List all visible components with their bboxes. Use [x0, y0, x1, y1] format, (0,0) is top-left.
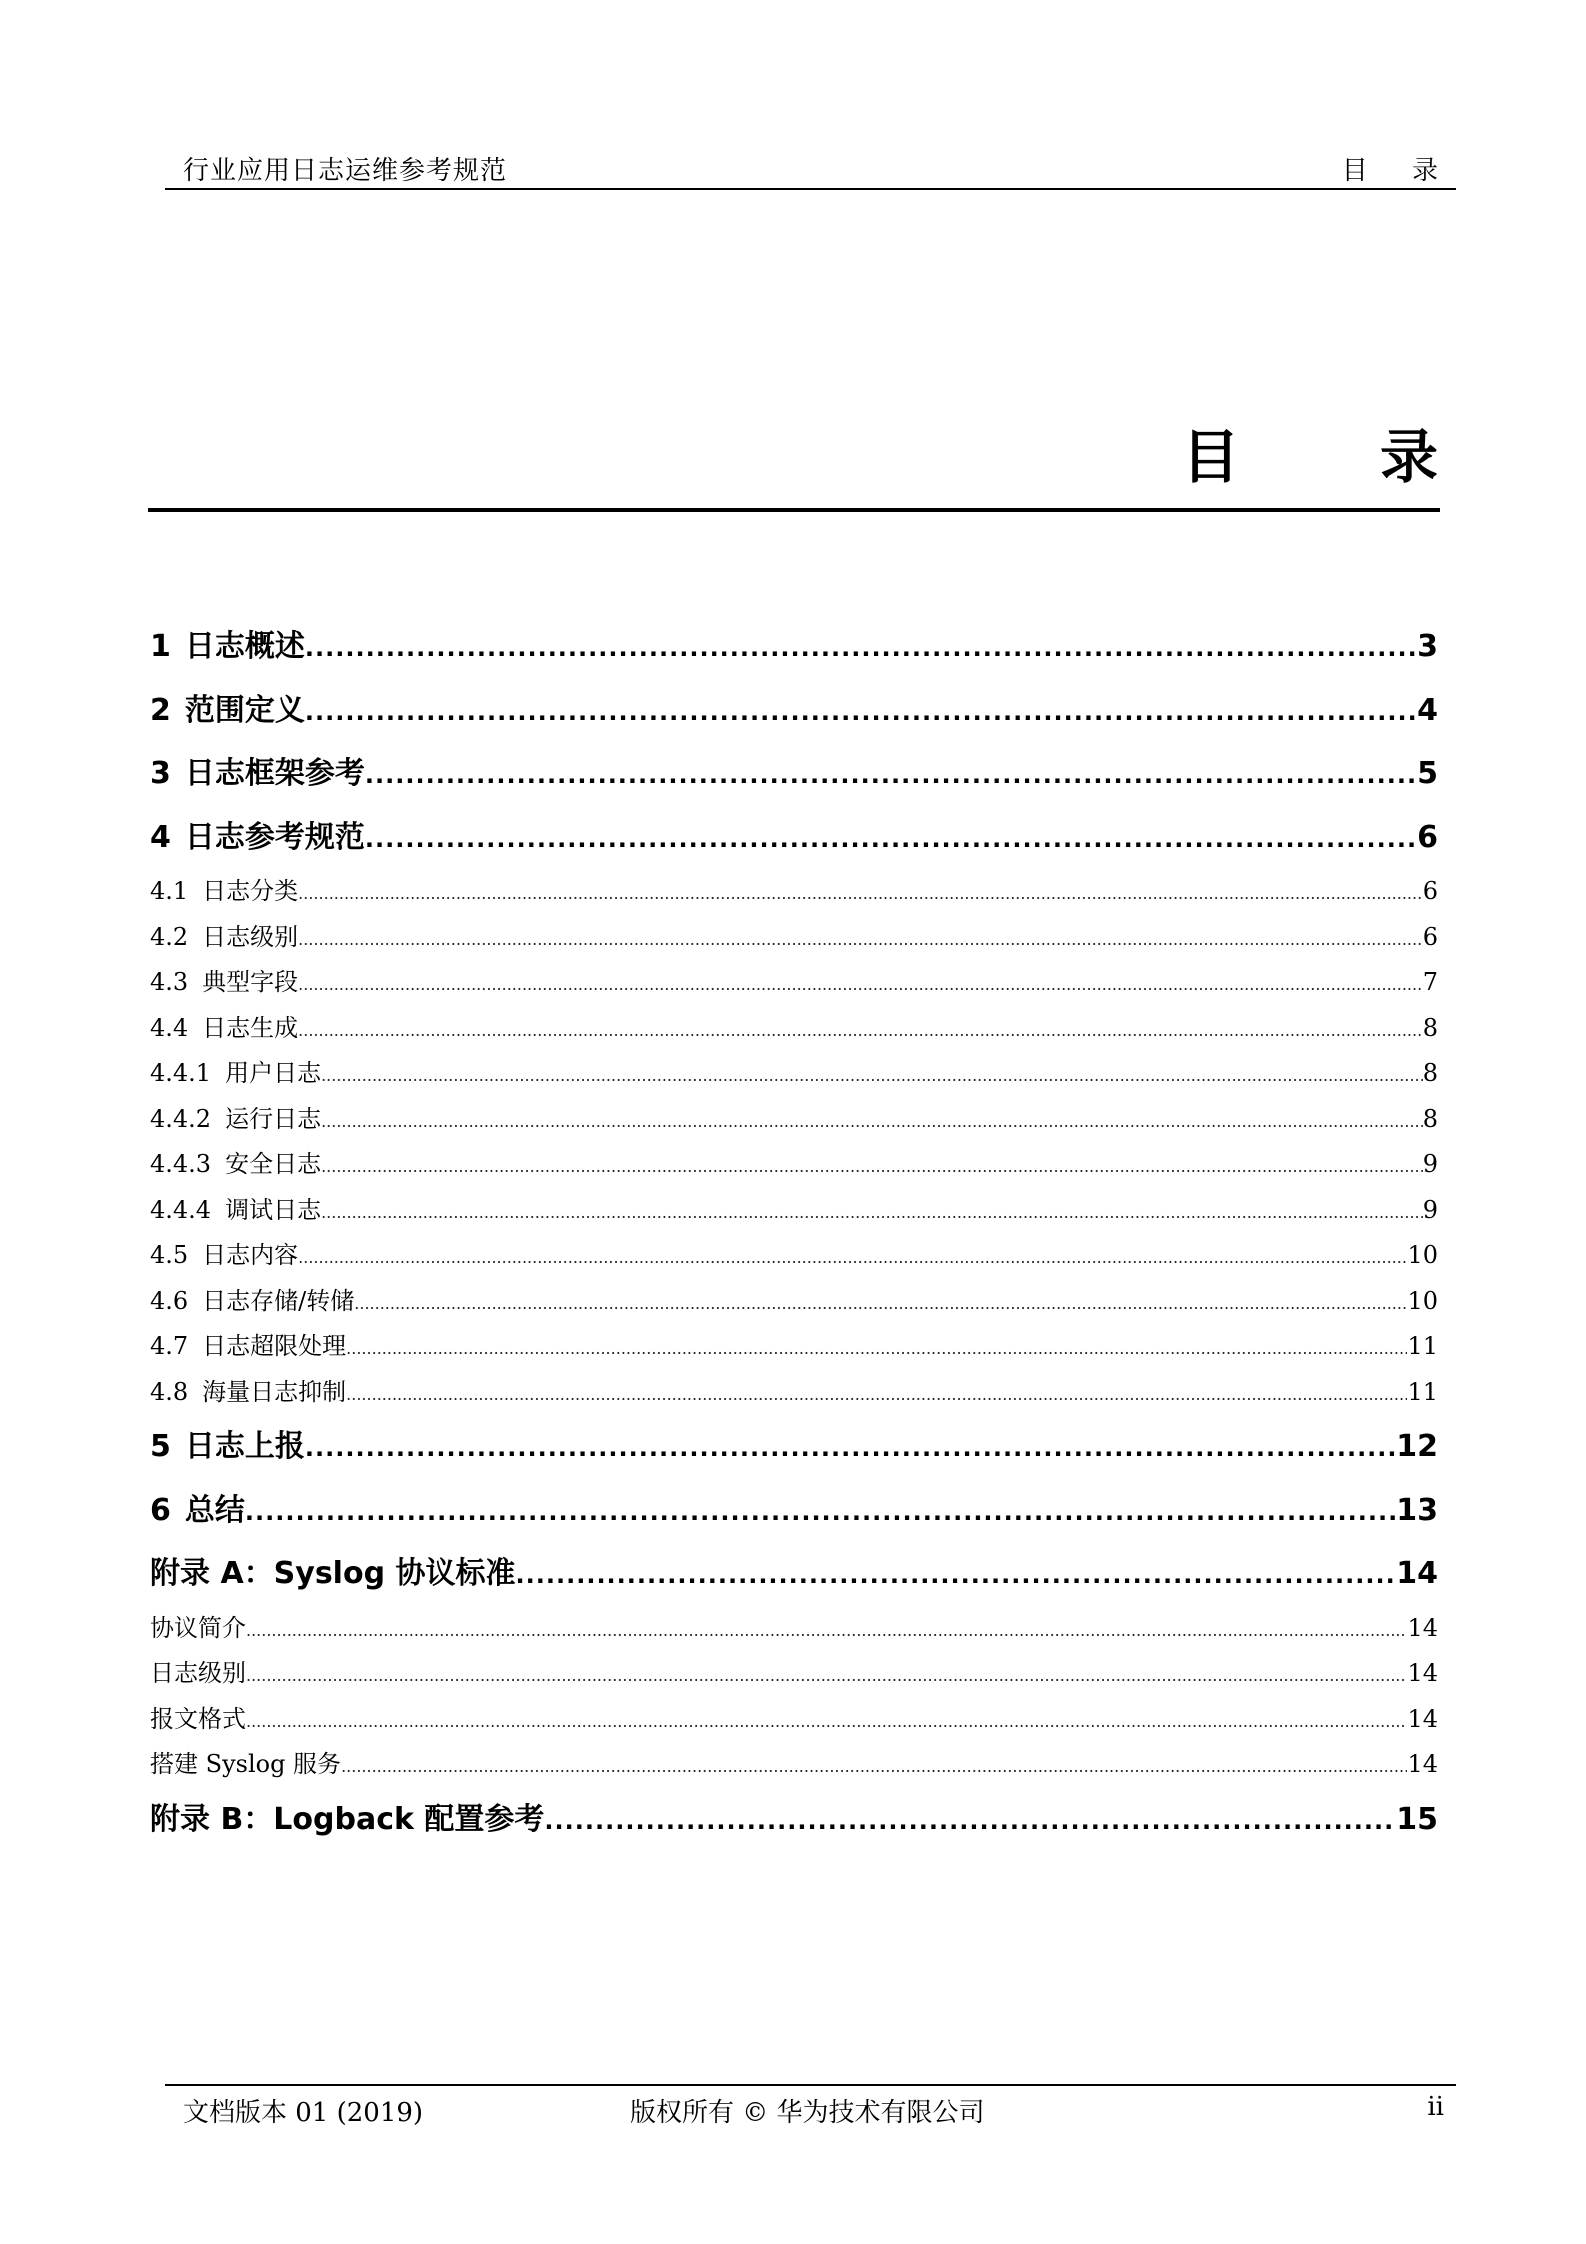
toc-entry-label	[150, 1415, 305, 1479]
toc-entry[interactable]	[150, 1279, 1438, 1325]
toc-entry-number: 4.4.3	[150, 1150, 212, 1178]
toc-entry-title: 海量日志抑制	[202, 1377, 347, 1406]
toc-entry-number: 2	[150, 692, 171, 728]
toc-entry-page: 11	[1407, 1377, 1438, 1406]
toc-entry-page: 11	[1407, 1332, 1438, 1360]
toc-entry-number: 3	[150, 756, 171, 791]
toc-entry-page: 8	[1422, 1059, 1438, 1087]
toc-dot-leader	[246, 1699, 1407, 1745]
toc-entry-title: 安全日志	[225, 1150, 322, 1178]
toc-entry-title: 日志概述	[184, 629, 305, 664]
toc-entry-label	[150, 1233, 298, 1279]
toc-dot-leader	[321, 1144, 1423, 1190]
toc-dot-leader	[341, 1744, 1407, 1790]
toc-entry-page: 4	[1417, 692, 1438, 728]
toc-dot-leader	[305, 617, 1417, 681]
toc-entry-page: 9	[1422, 1150, 1438, 1178]
toc-entry-title: 日志级别	[202, 922, 299, 951]
toc-dot-leader	[321, 1190, 1423, 1236]
toc-entry-number: 1	[150, 629, 171, 664]
toc-entry-number: 4.4	[150, 1013, 189, 1042]
toc-entry-title: 运行日志	[225, 1104, 322, 1133]
toc-entry-number: 4.5	[150, 1241, 189, 1269]
toc-dot-leader	[305, 1417, 1396, 1481]
toc-entry-label	[150, 1279, 354, 1325]
toc-entry-page: 9	[1422, 1195, 1438, 1224]
toc-entry-title: 日志超限处理	[202, 1332, 347, 1360]
toc-entry[interactable]	[150, 1188, 1438, 1234]
toc-dot-leader	[365, 744, 1417, 808]
toc-entry-page: 6	[1422, 922, 1438, 951]
toc-entry-title: 范围定义	[184, 692, 305, 728]
toc-entry-title: 日志参考规范	[184, 819, 365, 855]
toc-entry[interactable]	[150, 1370, 1438, 1416]
toc-entry-number: 4	[150, 819, 171, 855]
toc-entry[interactable]	[150, 1324, 1438, 1370]
toc-entry[interactable]	[150, 615, 1438, 679]
toc-entry-title: 日志分类	[202, 877, 299, 905]
toc-entry[interactable]	[150, 869, 1438, 915]
toc-dot-leader	[365, 808, 1417, 872]
toc-entry-number: 4.4.4	[150, 1195, 212, 1224]
toc-entry-label	[150, 1742, 341, 1788]
toc-entry-label	[150, 1142, 321, 1188]
footer-copyright: 版权所有 © 华为技术有限公司	[630, 2098, 985, 2128]
toc-entry-label	[150, 1097, 321, 1143]
toc-dot-leader	[305, 681, 1417, 745]
toc-entry-label	[150, 960, 298, 1006]
toc-heading-rule	[148, 508, 1440, 512]
toc-dot-leader	[298, 917, 1423, 963]
toc-entry-number: 4.4.1	[150, 1059, 212, 1087]
toc-entry-label	[150, 1051, 321, 1097]
toc-entry-page: 3	[1417, 629, 1438, 664]
toc-entry-label	[150, 806, 365, 870]
toc-entry-title: 总结	[184, 1492, 245, 1528]
footer-page-number: ii	[1427, 2092, 1444, 2122]
toc-entry[interactable]	[150, 742, 1438, 806]
toc-entry-page: 14	[1407, 1659, 1438, 1687]
toc-entry-page: 5	[1417, 756, 1438, 791]
toc-entry-page: 14	[1407, 1750, 1438, 1778]
toc-entry-page: 12	[1396, 1429, 1438, 1464]
toc-entry[interactable]	[150, 1542, 1438, 1606]
toc-entry-label	[150, 1606, 246, 1652]
page-header	[165, 148, 1456, 190]
toc-entry-page: 6	[1417, 819, 1438, 855]
toc-entry-label	[150, 679, 305, 743]
toc-entry[interactable]	[150, 1651, 1438, 1697]
toc-entry-page: 10	[1407, 1286, 1438, 1315]
toc-entry[interactable]	[150, 1479, 1438, 1543]
toc-entry-page: 8	[1422, 1013, 1438, 1042]
toc-entry-title: 搭建 Syslog 服务	[150, 1750, 342, 1778]
toc-dot-leader	[298, 1008, 1423, 1054]
toc-entry[interactable]	[150, 679, 1438, 743]
toc-entry-title: 典型字段	[202, 968, 299, 996]
toc-entry-number: 4.3	[150, 968, 189, 996]
table-of-contents	[150, 615, 1438, 1851]
toc-entry-label	[150, 1542, 516, 1606]
toc-dot-leader	[245, 1481, 1396, 1545]
toc-entry-number: 5	[150, 1429, 171, 1464]
toc-entry[interactable]	[150, 1233, 1438, 1279]
toc-entry[interactable]	[150, 1142, 1438, 1188]
toc-entry-label	[150, 615, 305, 679]
header-doc-title: 行业应用日志运维参考规范	[183, 156, 508, 186]
toc-entry-label	[150, 915, 298, 961]
toc-entry-title: 日志内容	[202, 1241, 299, 1269]
toc-dot-leader	[298, 871, 1423, 917]
toc-dot-leader	[298, 962, 1423, 1008]
toc-entry-page: 15	[1396, 1801, 1438, 1837]
toc-entry-title: 附录 A：Syslog 协议标准	[150, 1556, 516, 1591]
toc-entry[interactable]	[150, 1697, 1438, 1743]
toc-entry-number: 4.4.2	[150, 1104, 212, 1133]
toc-entry[interactable]	[150, 1415, 1438, 1479]
toc-entry[interactable]	[150, 806, 1438, 870]
toc-entry-page: 14	[1407, 1704, 1438, 1733]
toc-entry-title: 日志上报	[184, 1429, 305, 1464]
toc-entry-title: 附录 B：Logback 配置参考	[150, 1801, 545, 1837]
toc-dot-leader	[321, 1099, 1423, 1145]
toc-entry-page: 13	[1396, 1492, 1438, 1528]
toc-dot-leader	[346, 1372, 1407, 1418]
toc-entry-number: 4.8	[150, 1377, 189, 1406]
toc-entry-number: 4.2	[150, 922, 189, 951]
toc-entry-page: 7	[1422, 968, 1438, 996]
toc-entry-label	[150, 1006, 298, 1052]
toc-dot-leader	[298, 1235, 1407, 1281]
toc-entry-page: 14	[1407, 1613, 1438, 1642]
toc-entry-number: 4.7	[150, 1332, 189, 1360]
toc-entry-title: 日志生成	[202, 1013, 299, 1042]
toc-entry[interactable]	[150, 1788, 1438, 1852]
toc-entry-title: 日志框架参考	[184, 756, 365, 791]
toc-entry[interactable]	[150, 1606, 1438, 1652]
toc-entry-label	[150, 1697, 246, 1743]
toc-entry-page: 14	[1396, 1556, 1438, 1591]
toc-entry[interactable]	[150, 1006, 1438, 1052]
toc-entry[interactable]	[150, 1742, 1438, 1788]
toc-heading: 目 录	[1181, 423, 1498, 491]
toc-entry[interactable]	[150, 1051, 1438, 1097]
toc-entry-page: 8	[1422, 1104, 1438, 1133]
toc-entry-page: 10	[1407, 1241, 1438, 1269]
toc-dot-leader	[516, 1544, 1397, 1608]
toc-entry-label	[150, 1788, 544, 1852]
toc-entry-title: 日志级别	[150, 1659, 246, 1687]
toc-entry-number: 4.6	[150, 1286, 189, 1315]
toc-entry-page: 6	[1422, 877, 1438, 905]
toc-entry-title: 报文格式	[150, 1704, 246, 1733]
header-section: 目 录	[1341, 156, 1456, 186]
toc-entry-label	[150, 1651, 246, 1697]
toc-entry-title: 用户日志	[225, 1059, 322, 1087]
footer-version: 文档版本 01 (2019)	[183, 2098, 424, 2128]
toc-dot-leader	[246, 1653, 1407, 1699]
toc-entry[interactable]	[150, 915, 1438, 961]
toc-entry-label	[150, 1324, 346, 1370]
toc-dot-leader	[354, 1281, 1407, 1327]
toc-entry-label	[150, 869, 298, 915]
toc-dot-leader	[346, 1326, 1407, 1372]
toc-dot-leader	[246, 1608, 1407, 1654]
toc-entry-title: 调试日志	[225, 1195, 322, 1224]
toc-entry[interactable]	[150, 960, 1438, 1006]
toc-entry-title: 日志存储/转储	[202, 1286, 355, 1315]
toc-dot-leader	[321, 1053, 1423, 1099]
toc-entry-label	[150, 1188, 321, 1234]
toc-entry-number: 4.1	[150, 877, 189, 905]
toc-entry-number: 6	[150, 1492, 171, 1528]
toc-entry-label	[150, 1370, 346, 1416]
page-footer	[165, 2084, 1456, 2126]
toc-entry[interactable]	[150, 1097, 1438, 1143]
toc-entry-label	[150, 1479, 245, 1543]
toc-entry-label	[150, 742, 365, 806]
toc-dot-leader	[544, 1790, 1396, 1854]
toc-entry-title: 协议简介	[150, 1613, 246, 1642]
